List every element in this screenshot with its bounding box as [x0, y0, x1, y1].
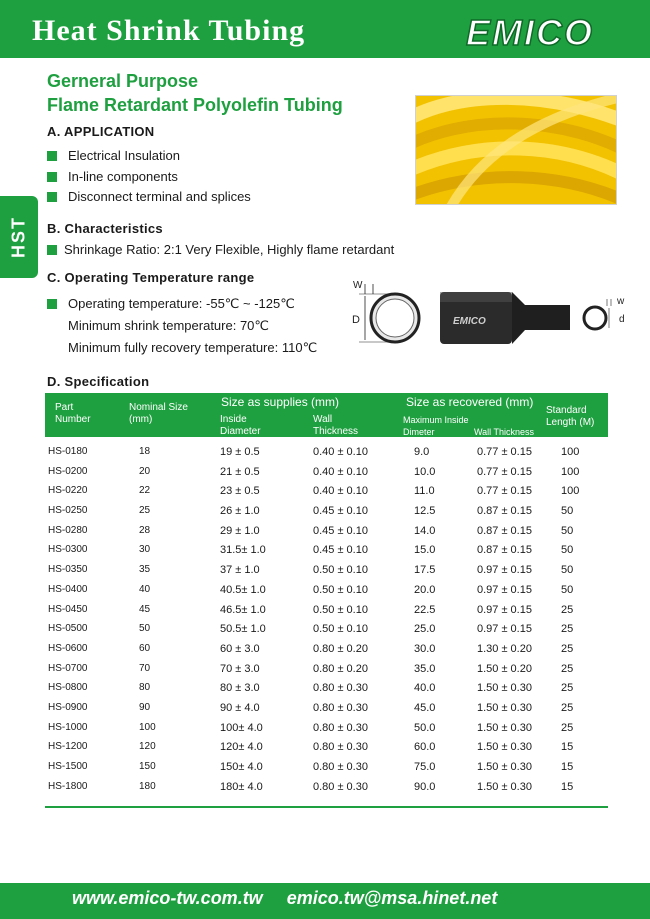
diagram-d-label: D	[352, 314, 360, 326]
cell-part: HS-0350	[48, 564, 88, 576]
cell-max: 40.0	[414, 682, 436, 695]
cell-rwall: 0.77 ± 0.15	[477, 465, 532, 478]
cell-len: 50	[561, 564, 574, 577]
cell-nominal: 50	[139, 623, 151, 635]
page-title: Heat Shrink Tubing	[32, 14, 306, 47]
cell-nominal: 70	[139, 662, 151, 674]
subtitle-line2: Flame Retardant Polyolefin Tubing	[47, 95, 343, 115]
cell-part: HS-1000	[48, 721, 88, 733]
cell-rwall: 0.97 ± 0.15	[477, 603, 532, 616]
cell-id: 29 ± 1.0	[220, 524, 260, 537]
table-row	[45, 523, 608, 543]
cell-max: 11.0	[414, 485, 435, 498]
cell-id: 60 ± 3.0	[220, 642, 260, 655]
cell-nominal: 30	[139, 544, 151, 556]
cell-wall: 0.80 ± 0.20	[313, 662, 368, 675]
cell-wall: 0.80 ± 0.30	[313, 780, 368, 793]
cell-part: HS-0700	[48, 662, 88, 674]
cell-id: 19 ± 0.5	[220, 446, 260, 458]
cell-wall: 0.80 ± 0.30	[313, 761, 368, 773]
header-bar	[0, 0, 650, 58]
cell-nominal: 150	[139, 761, 156, 772]
application-item: In-line components	[47, 169, 178, 184]
table-row	[45, 582, 608, 602]
col-wall-thickness: Wall Thickness	[313, 414, 359, 437]
spec-table-body	[45, 444, 608, 798]
table-row	[45, 700, 608, 720]
table-bottom-rule	[45, 806, 608, 808]
cell-id: 90 ± 4.0	[220, 701, 260, 714]
cell-id: 120± 4.0	[220, 741, 263, 754]
cell-part: HS-1200	[48, 741, 88, 753]
bullet-square-icon	[47, 192, 57, 202]
cell-nominal: 180	[139, 780, 156, 792]
cell-part: HS-0250	[48, 505, 88, 517]
cell-len: 50	[561, 583, 574, 596]
table-row	[45, 602, 608, 622]
cell-wall: 0.80 ± 0.30	[313, 721, 368, 734]
col-standard-length: Standard Length (M)	[546, 405, 595, 428]
bullet-square-icon	[47, 172, 57, 182]
tube-diagram	[345, 280, 645, 350]
cell-nominal: 40	[139, 583, 151, 595]
cell-rwall: 0.97 ± 0.15	[477, 564, 532, 577]
cell-max: 45.0	[414, 701, 436, 714]
table-row	[45, 680, 608, 700]
cell-wall: 0.80 ± 0.30	[313, 682, 368, 695]
cell-wall: 0.40 ± 0.10	[313, 485, 368, 498]
cell-wall: 0.80 ± 0.20	[313, 642, 368, 655]
svg-text:EMICO: EMICO	[466, 12, 595, 52]
col-size-recovered: Size as recovered (mm)	[406, 395, 534, 409]
cell-part: HS-0450	[48, 603, 88, 615]
cell-len: 25	[561, 623, 574, 636]
cell-max: 50.0	[414, 721, 436, 734]
footer-email-link[interactable]: emico.tw@msa.hinet.net	[286, 888, 498, 908]
cell-nominal: 45	[139, 603, 151, 615]
table-row	[45, 483, 608, 503]
table-row	[45, 444, 608, 464]
footer-website-link[interactable]: www.emico-tw.com.tw	[72, 888, 263, 908]
table-row	[45, 542, 608, 562]
cell-nominal: 120	[139, 741, 156, 753]
cell-len: 25	[561, 682, 574, 695]
cell-part: HS-1800	[48, 780, 88, 792]
cell-rwall: 1.50 ± 0.30	[477, 761, 532, 773]
cell-id: 26 ± 1.0	[220, 505, 260, 518]
operating-item: Operating temperature: -55℃ ~ -125℃	[47, 296, 295, 312]
section-characteristics-title: B. Characteristics	[47, 221, 163, 236]
table-row	[45, 739, 608, 759]
table-row	[45, 641, 608, 661]
cell-rwall: 0.87 ± 0.15	[477, 544, 532, 557]
section-application-title: A. APPLICATION	[47, 124, 155, 139]
cell-part: HS-0400	[48, 583, 88, 595]
cell-max: 12.5	[414, 505, 436, 518]
diagram-w-label: W	[353, 280, 363, 291]
cell-rwall: 0.97 ± 0.15	[477, 623, 532, 636]
section-spec-title: D. Specification	[47, 374, 150, 389]
col-size-supplied: Size as supplies (mm)	[221, 395, 340, 409]
bullet-square-icon	[47, 299, 57, 309]
table-row	[45, 759, 608, 779]
cell-max: 10.0	[414, 465, 436, 478]
cell-max: 17.5	[414, 564, 436, 577]
col-rec-wall-thickness: Wall Thickness	[474, 427, 535, 437]
operating-line: Minimum shrink temperature: 70℃	[68, 318, 269, 333]
col-nominal-size: Nominal Size (mm)	[129, 402, 188, 425]
footer-contact	[72, 888, 497, 909]
cell-len: 15	[561, 741, 574, 754]
cell-id: 23 ± 0.5	[220, 485, 260, 498]
cell-wall: 0.80 ± 0.30	[313, 701, 368, 714]
cell-rwall: 0.97 ± 0.15	[477, 583, 532, 596]
cell-wall: 0.50 ± 0.10	[313, 564, 368, 577]
cell-max: 20.0	[414, 583, 436, 596]
cell-max: 35.0	[414, 662, 436, 675]
cell-part: HS-0900	[48, 701, 88, 713]
cell-len: 25	[561, 642, 574, 655]
cell-wall: 0.40 ± 0.10	[313, 446, 368, 458]
section-operating-title: C. Operating Temperature range	[47, 270, 255, 285]
cell-max: 90.0	[414, 780, 436, 793]
cell-nominal: 25	[139, 505, 151, 517]
cell-max: 22.5	[414, 603, 436, 616]
cell-rwall: 1.30 ± 0.20	[477, 642, 532, 655]
cell-len: 100	[561, 485, 580, 498]
cell-wall: 0.45 ± 0.10	[313, 505, 368, 518]
cell-wall: 0.50 ± 0.10	[313, 623, 368, 636]
table-row	[45, 621, 608, 641]
cell-max: 25.0	[414, 623, 436, 636]
cell-nominal: 100	[139, 721, 156, 733]
operating-line: Minimum fully recovery temperature: 110℃	[68, 340, 318, 355]
table-row	[45, 464, 608, 484]
cell-len: 25	[561, 662, 574, 675]
cell-rwall: 0.77 ± 0.15	[477, 485, 532, 498]
diagram-w-small-label: w	[617, 296, 625, 307]
cell-len: 50	[561, 544, 574, 557]
emico-logo	[462, 12, 622, 52]
cell-id: 40.5± 1.0	[220, 583, 266, 596]
cell-wall: 0.80 ± 0.30	[313, 741, 368, 754]
col-part-number: Part Number	[55, 402, 91, 425]
cell-max: 9.0	[414, 446, 430, 458]
side-tab	[0, 196, 38, 278]
cell-wall: 0.40 ± 0.10	[313, 465, 368, 478]
cell-len: 15	[561, 780, 574, 793]
cell-nominal: 35	[139, 564, 151, 576]
cell-part: HS-0600	[48, 642, 88, 654]
cell-nominal: 80	[139, 682, 151, 694]
spec-table-header	[45, 393, 608, 437]
cell-rwall: 0.87 ± 0.15	[477, 505, 532, 518]
cell-part: HS-0500	[48, 623, 88, 635]
cell-id: 21 ± 0.5	[220, 465, 260, 478]
cell-rwall: 1.50 ± 0.30	[477, 741, 532, 754]
cell-part: HS-0220	[48, 485, 88, 497]
cell-wall: 0.50 ± 0.10	[313, 603, 368, 616]
cell-rwall: 0.77 ± 0.15	[477, 446, 532, 458]
diagram-d-small-label: d	[619, 314, 625, 325]
cell-len: 50	[561, 524, 574, 537]
cell-len: 25	[561, 603, 574, 616]
diagram-tube-label: EMICO	[453, 316, 486, 327]
cell-rwall: 1.50 ± 0.30	[477, 780, 532, 793]
cell-len: 100	[561, 446, 580, 458]
cell-wall: 0.45 ± 0.10	[313, 544, 368, 557]
cell-len: 100	[561, 465, 580, 478]
cell-id: 31.5± 1.0	[220, 544, 266, 557]
cell-max: 15.0	[414, 544, 436, 557]
cell-rwall: 0.87 ± 0.15	[477, 524, 532, 537]
cell-nominal: 22	[139, 485, 151, 497]
table-row	[45, 661, 608, 681]
side-tab-label: HST	[8, 216, 29, 258]
cell-part: HS-0280	[48, 524, 88, 536]
table-row	[45, 562, 608, 582]
cell-id: 70 ± 3.0	[220, 662, 260, 675]
cell-max: 60.0	[414, 741, 436, 754]
application-item: Disconnect terminal and splices	[47, 189, 251, 204]
cell-nominal: 28	[139, 524, 151, 536]
product-photo	[415, 95, 617, 205]
cell-id: 150± 4.0	[220, 761, 263, 773]
application-item: Electrical Insulation	[47, 148, 180, 163]
cell-max: 75.0	[414, 761, 436, 773]
characteristics-item: Shrinkage Ratio: 2:1 Very Flexible, Highly flame retardant	[47, 242, 394, 257]
cell-rwall: 1.50 ± 0.30	[477, 721, 532, 734]
cell-max: 14.0	[414, 524, 436, 537]
cell-wall: 0.50 ± 0.10	[313, 583, 368, 596]
subtitle-line1: Gerneral Purpose	[47, 71, 199, 91]
table-row	[45, 779, 608, 799]
cell-id: 180± 4.0	[220, 780, 263, 793]
col-max-inside: Maximum Inside Dimeter	[403, 415, 469, 437]
cell-id: 100± 4.0	[220, 721, 263, 734]
cell-part: HS-0300	[48, 544, 88, 556]
bullet-square-icon	[47, 151, 57, 161]
cell-part: HS-0800	[48, 682, 88, 694]
cell-rwall: 1.50 ± 0.30	[477, 682, 532, 695]
cell-nominal: 18	[139, 446, 151, 457]
cell-wall: 0.45 ± 0.10	[313, 524, 368, 537]
cell-nominal: 60	[139, 642, 151, 654]
cell-nominal: 20	[139, 465, 151, 477]
cell-max: 30.0	[414, 642, 436, 655]
cell-id: 37 ± 1.0	[220, 564, 260, 577]
bullet-square-icon	[47, 245, 57, 255]
table-row	[45, 503, 608, 523]
cell-part: HS-0180	[48, 446, 88, 457]
cell-rwall: 1.50 ± 0.20	[477, 662, 532, 675]
table-row	[45, 720, 608, 740]
cell-part: HS-1500	[48, 761, 88, 772]
cell-len: 15	[561, 761, 574, 773]
cell-id: 46.5± 1.0	[220, 603, 266, 616]
cell-rwall: 1.50 ± 0.30	[477, 701, 532, 714]
cell-len: 50	[561, 505, 574, 518]
cell-id: 50.5± 1.0	[220, 623, 266, 636]
cell-len: 25	[561, 701, 574, 714]
cell-len: 25	[561, 721, 574, 734]
col-inside-diameter: Inside Diameter	[220, 414, 261, 437]
cell-id: 80 ± 3.0	[220, 682, 260, 695]
cell-part: HS-0200	[48, 465, 88, 477]
cell-nominal: 90	[139, 701, 151, 713]
